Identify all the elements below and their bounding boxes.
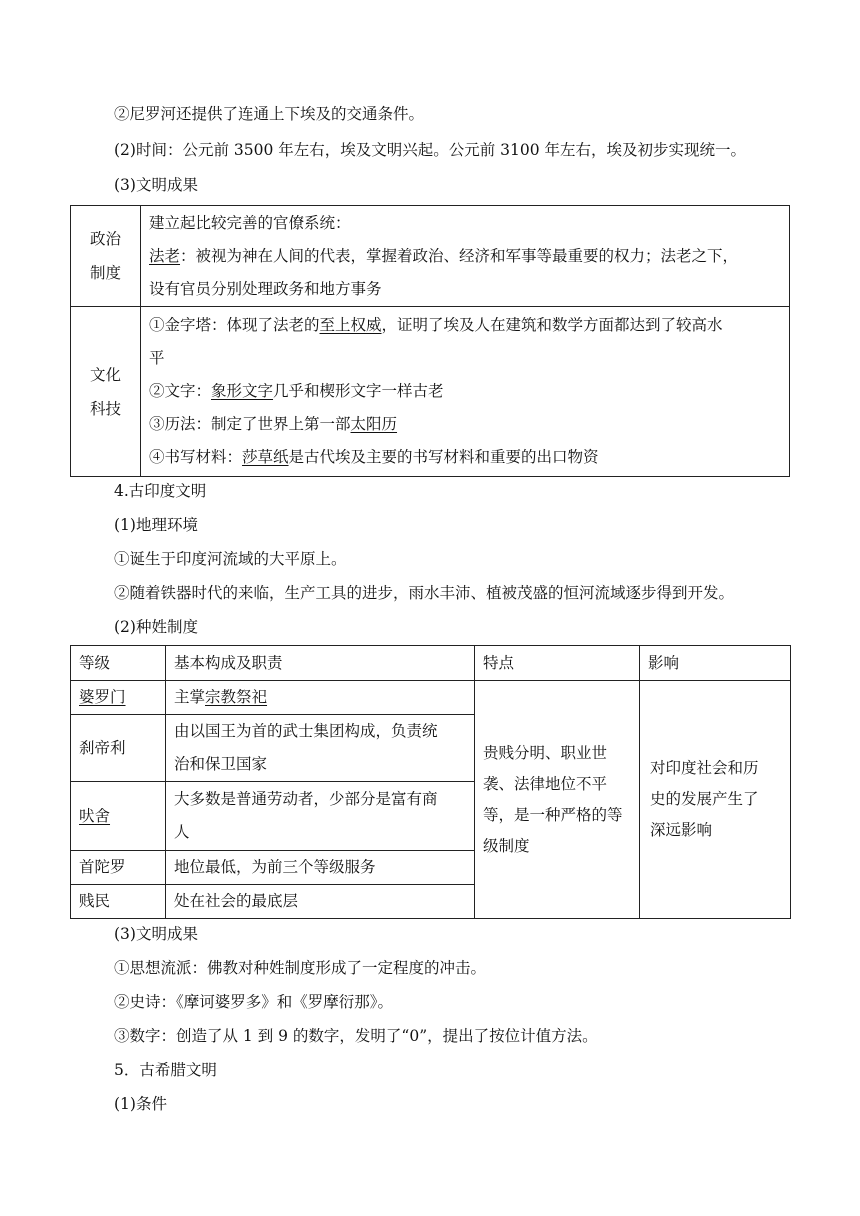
caste-table bbox=[70, 645, 791, 919]
text-line: ①思想流派：佛教对种姓制度形成了一定程度的冲击。 bbox=[114, 959, 487, 977]
culture-content: ①金字塔：体现了法老的至上权威，证明了埃及人在建筑和数学方面都达到了较高水 平 ②文字：象形文字几乎和楔形文字一样古老 ③历法：制定了世界上第一部太阳历 ④书写材料：莎草纸是古代埃及主要的书写材料和重要的出口物资 bbox=[141, 307, 790, 477]
feature-cell: 贵贱分明、职业世 袭、法律地位不平 等，是一种严格的等 级制度 bbox=[475, 681, 640, 919]
header-impact: 影响 bbox=[640, 646, 791, 681]
text-line: ②随着铁器时代的来临，生产工具的进步，雨水丰沛、植被茂盛的恒河流域逐步得到开发。 bbox=[114, 584, 735, 602]
text-line: ②史诗：《摩诃婆罗多》和《罗摩衍那》。 bbox=[114, 993, 394, 1011]
impact-cell: 对印度社会和历 史的发展产生了 深远影响 bbox=[640, 681, 791, 919]
duty-cell: 大多数是普通劳动者，少部分是富有商 人 bbox=[166, 782, 475, 851]
rank-cell: 贱民 bbox=[71, 885, 166, 919]
section-heading: 5．古希腊文明 bbox=[114, 1061, 217, 1079]
politics-content: 建立起比较完善的官僚系统： 法老：被视为神在人间的代表，掌握着政治、经济和军事等最重要的权力；法老之下， 设有官员分别处理政务和地方事务 bbox=[141, 206, 790, 307]
duty-cell: 主掌宗教祭祀 bbox=[166, 681, 475, 715]
header-feature: 特点 bbox=[475, 646, 640, 681]
duty-cell: 由以国王为首的武士集团构成，负责统 治和保卫国家 bbox=[166, 715, 475, 782]
duty-cell: 地位最低，为前三个等级服务 bbox=[166, 851, 475, 885]
text-line: (1)条件 bbox=[114, 1095, 167, 1113]
header-rank: 等级 bbox=[71, 646, 166, 681]
text-line: (2)种姓制度 bbox=[114, 618, 198, 636]
text-line: ②尼罗河还提供了连通上下埃及的交通条件。 bbox=[114, 105, 425, 123]
section-heading: 4.古印度文明 bbox=[114, 482, 207, 500]
text-line: ①诞生于印度河流域的大平原上。 bbox=[114, 550, 347, 568]
rank-cell: 婆罗门 bbox=[71, 681, 166, 715]
text-line: (3)文明成果 bbox=[114, 925, 198, 943]
text-line: (3)文明成果 bbox=[114, 176, 198, 194]
egypt-achievements-table bbox=[70, 205, 790, 477]
text-line: (2)时间：公元前 3500 年左右，埃及文明兴起。公元前 3100 年左右，埃及初步实现统一。 bbox=[114, 141, 747, 159]
text-line: (1)地理环境 bbox=[114, 516, 198, 534]
culture-label: 文化 科技 bbox=[71, 307, 141, 477]
text-line: ③数字：创造了从 1 到 9 的数字，发明了“0”，提出了按位计值方法。 bbox=[114, 1027, 598, 1045]
rank-cell: 刹帝利 bbox=[71, 715, 166, 782]
header-duty: 基本构成及职责 bbox=[166, 646, 475, 681]
rank-cell: 首陀罗 bbox=[71, 851, 166, 885]
rank-cell: 吠舍 bbox=[71, 782, 166, 851]
politics-label: 政治 制度 bbox=[71, 206, 141, 307]
duty-cell: 处在社会的最底层 bbox=[166, 885, 475, 919]
